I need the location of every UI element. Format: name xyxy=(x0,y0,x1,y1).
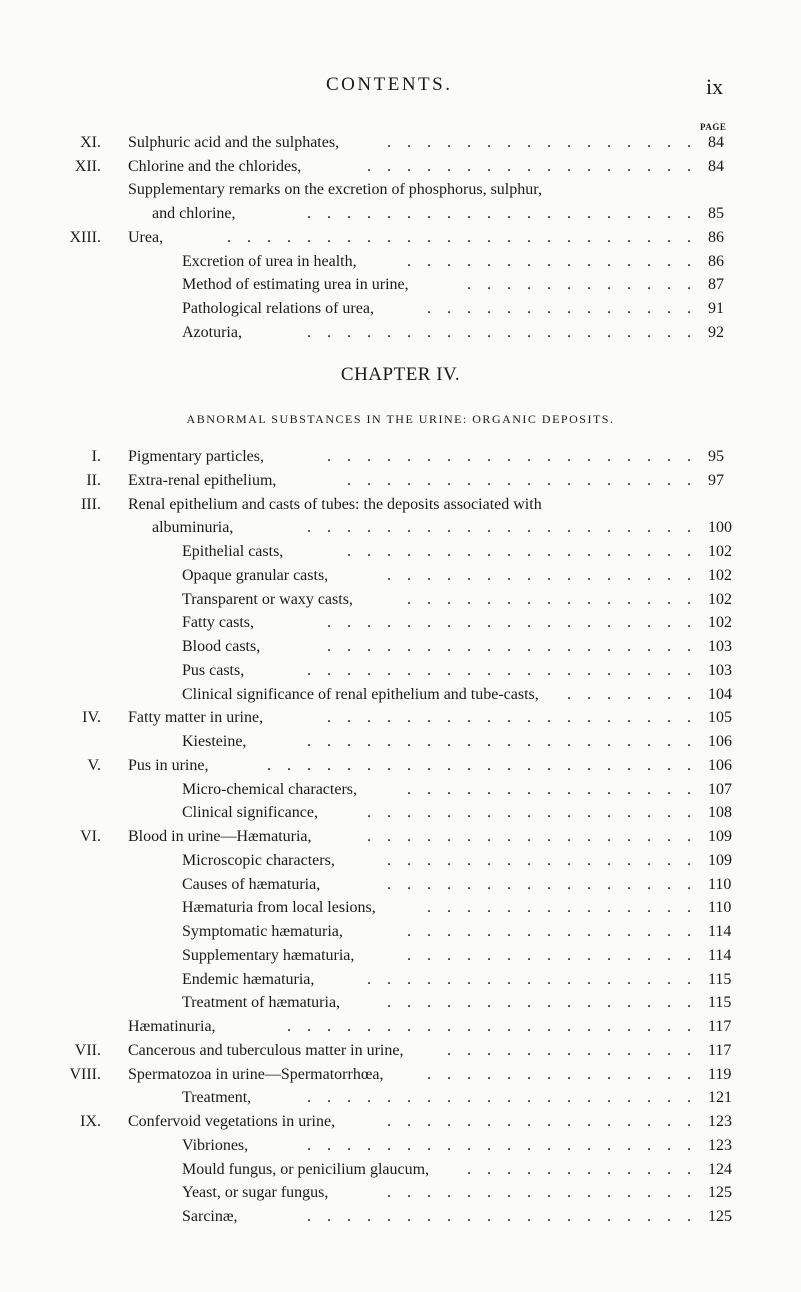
toc-entry-page: 121 xyxy=(708,1089,732,1107)
toc-entry-page: 124 xyxy=(708,1160,732,1178)
dot-leaders: . . . . . . . . . . . . . . . . . . . xyxy=(319,709,699,727)
toc-entry xyxy=(0,298,801,320)
toc-entry xyxy=(0,707,801,729)
toc-entry xyxy=(0,945,801,967)
dot-leaders: . . . . . . . . . . . . . . . . . . . xyxy=(319,614,699,632)
dot-leaders: . . . . . . . . . . . . . . xyxy=(419,899,699,917)
toc-entry xyxy=(0,470,801,492)
toc-entry-title: Opaque granular casts, xyxy=(182,566,329,584)
dot-leaders: . . . . . . . . . . . . . . . . . . . . . xyxy=(279,1018,699,1035)
dot-leaders: . . . . . . . . . . . . . . . . . . . . xyxy=(299,1136,699,1154)
toc-entry xyxy=(0,660,801,682)
dot-leaders: . . . . . . . . . . . . . . xyxy=(419,1065,699,1083)
dot-leaders: . . . . . . . . . . . . . . . . . xyxy=(359,804,699,822)
dot-leaders: . . . . . . . . . . . . . . xyxy=(419,299,699,317)
toc-entry-page: 95 xyxy=(708,448,724,465)
toc-entry xyxy=(0,1064,801,1086)
dot-leaders: . . . . . . . . . . . . . . . xyxy=(399,946,699,964)
toc-entry xyxy=(0,274,801,296)
toc-entry-title: Kiesteine, xyxy=(182,733,247,750)
toc-entry xyxy=(0,1016,801,1038)
dot-leaders: . . . . . . . . . . . . xyxy=(459,1160,699,1178)
toc-entry-page: 123 xyxy=(708,1136,732,1154)
toc-entry xyxy=(0,565,801,587)
toc-entry-page: 106 xyxy=(708,733,732,750)
toc-entry-title: Fatty matter in urine, xyxy=(128,709,264,727)
running-head xyxy=(0,74,801,100)
dot-leaders: . . . . . . . . . . . . . . . . . . . . xyxy=(299,323,699,341)
toc-entry-page: 91 xyxy=(708,299,724,317)
toc-entry-title: Confervoid vegetations in urine, xyxy=(128,1113,336,1130)
toc-entry-page: 86 xyxy=(708,228,724,246)
toc-entry-title: Pus casts, xyxy=(182,661,245,679)
toc-entry-page: 114 xyxy=(708,923,732,940)
toc-entry xyxy=(0,494,801,516)
toc-entry-title: Clinical significance of renal epithelium and tube-casts, xyxy=(182,685,539,703)
toc-entry xyxy=(0,156,801,178)
toc-entry-title: Vibriones, xyxy=(182,1136,249,1154)
toc-entry-page: 109 xyxy=(708,851,732,869)
toc-entry-title: Method of estimating urea in urine, xyxy=(182,276,409,294)
dot-leaders: . . . . . . . . . . . . xyxy=(459,276,699,294)
dot-leaders: . . . . . . . . . . . . . . . . . . . . xyxy=(299,1089,699,1107)
toc-entry xyxy=(0,446,801,468)
dot-leaders: . . . . . . . . . . . . . . . . . xyxy=(359,970,699,988)
dot-leaders: . . . . . . . . . . . . . . . . . . . xyxy=(319,448,699,465)
toc-entry-title: Hæmatinuria, xyxy=(128,1018,216,1035)
toc-entry-number: XIII. xyxy=(69,228,101,246)
dot-leaders: . . . . . . . . . . . . . . . xyxy=(399,590,699,608)
toc-entry xyxy=(0,992,801,1014)
running-head-page-number: ix xyxy=(706,74,724,99)
toc-entry xyxy=(0,921,801,943)
toc-entry-title: Urea, xyxy=(128,228,164,246)
dot-leaders: . . . . . . . . . . . . . . . . . xyxy=(359,828,699,845)
toc-entry xyxy=(0,227,801,249)
toc-entry-title: Blood casts, xyxy=(182,638,261,655)
toc-entry-page: 125 xyxy=(708,1208,732,1225)
toc-entry-page: 86 xyxy=(708,252,724,270)
toc-entry-page: 107 xyxy=(708,780,732,798)
toc-entry xyxy=(0,826,801,848)
toc-entry xyxy=(0,541,801,563)
dot-leaders: . . . . . . . xyxy=(559,685,699,703)
toc-entry-page: 115 xyxy=(708,994,732,1012)
toc-entry-page: 119 xyxy=(708,1065,732,1083)
toc-entry xyxy=(0,1111,801,1133)
toc-entry-page: 105 xyxy=(708,709,732,727)
running-head-title: CONTENTS. xyxy=(326,74,453,95)
toc-entry xyxy=(0,1087,801,1109)
chapter-subtitle: ABNORMAL SUBSTANCES IN THE URINE: ORGANIC DEPOSITS. xyxy=(186,412,615,426)
toc-entry-number: XI. xyxy=(80,134,101,151)
toc-entry-title: Pathological relations of urea, xyxy=(182,299,374,317)
toc-entry xyxy=(0,969,801,991)
toc-entry-title: Micro-chemical characters, xyxy=(182,780,358,798)
toc-entry-title: Clinical significance, xyxy=(182,804,318,822)
toc-entry-page: 102 xyxy=(708,614,732,632)
toc-entry-page: 103 xyxy=(708,638,732,655)
toc-entry-title: Excretion of urea in health, xyxy=(182,252,357,270)
toc-entry xyxy=(0,251,801,273)
dot-leaders: . . . . . . . . . . . . . . . . xyxy=(379,1184,699,1202)
toc-entry-number: III. xyxy=(81,495,101,513)
toc-entry-page: 110 xyxy=(708,875,732,893)
toc-entry-title: Yeast, or sugar fungus, xyxy=(182,1184,329,1202)
toc-entry-number: VI. xyxy=(80,828,101,845)
dot-leaders: . . . . . . . . . . . . . . . . . . . xyxy=(319,638,699,655)
toc-entry xyxy=(0,684,801,706)
dot-leaders: . . . . . . . . . . . . . . . . . . . . xyxy=(299,733,699,750)
toc-entry xyxy=(0,1135,801,1157)
toc-entry-title: Causes of hæmaturia, xyxy=(182,875,321,893)
dot-leaders: . . . . . . . . . . . . . . . . . . . . xyxy=(299,1208,699,1225)
toc-entry xyxy=(0,517,801,539)
toc-entry xyxy=(0,179,801,201)
toc-entry-title: Supplementary remarks on the excretion of phosphorus, sulphur, xyxy=(128,181,542,199)
toc-entry-title: and chlorine, xyxy=(152,205,236,223)
toc-entry xyxy=(0,874,801,896)
dot-leaders: . . . . . . . . . . . . . . . xyxy=(399,252,699,270)
toc-entry-page: 123 xyxy=(708,1113,732,1130)
toc-entry-title: Blood in urine—Hæmaturia, xyxy=(128,828,312,845)
toc-entry-page: 97 xyxy=(708,471,724,489)
toc-entry xyxy=(0,755,801,777)
dot-leaders: . . . . . . . . . . . . . . . . xyxy=(379,994,699,1012)
dot-leaders: . . . . . . . . . . . . . . . xyxy=(399,780,699,798)
toc-entry-page: 114 xyxy=(708,946,732,964)
toc-entry-number: V. xyxy=(87,756,101,774)
toc-entry-page: 102 xyxy=(708,566,732,584)
toc-entry-page: 92 xyxy=(708,323,724,341)
toc-entry-title: Supplementary hæmaturia, xyxy=(182,946,355,964)
dot-leaders: . . . . . . . . . . . . . . . . . . . . xyxy=(299,205,699,223)
toc-entry-page: 100 xyxy=(708,519,732,537)
toc-entry-title: Endemic hæmaturia, xyxy=(182,970,315,988)
page-column-label: PAGE xyxy=(700,122,727,132)
toc-entry xyxy=(0,203,801,225)
toc-entry xyxy=(0,322,801,344)
dot-leaders: . . . . . . . . . . . . . . . . . . . . . . . . xyxy=(219,228,699,246)
toc-entry-title: Chlorine and the chlorides, xyxy=(128,157,302,175)
toc-entry-page: 109 xyxy=(708,828,732,845)
toc-entry-title: Pus in urine, xyxy=(128,756,209,774)
toc-entry-page: 117 xyxy=(708,1041,732,1059)
dot-leaders: . . . . . . . . . . . . . . . . xyxy=(379,875,699,893)
toc-entry-title: Sulphuric acid and the sulphates, xyxy=(128,134,340,151)
toc-entry xyxy=(0,850,801,872)
toc-entry-page: 110 xyxy=(708,899,732,917)
toc-entry-title: Hæmaturia from local lesions, xyxy=(182,899,376,917)
toc-entry-title: Fatty casts, xyxy=(182,614,254,632)
toc-entry-title: Azoturia, xyxy=(182,323,242,341)
toc-entry-page: 102 xyxy=(708,590,732,608)
toc-entry xyxy=(0,132,801,154)
toc-entry-number: I. xyxy=(91,448,101,465)
toc-entry xyxy=(0,731,801,753)
toc-entry-page: 104 xyxy=(708,685,732,703)
toc-entry-number: VIII. xyxy=(69,1065,101,1083)
toc-entry-number: IV. xyxy=(82,709,101,727)
dot-leaders: . . . . . . . . . . . . . . . . . xyxy=(359,157,699,175)
toc-entry-title: Mould fungus, or penicilium glaucum, xyxy=(182,1160,430,1178)
dot-leaders: . . . . . . . . . . . . . . . . xyxy=(379,1113,699,1130)
toc-entry xyxy=(0,636,801,658)
toc-entry xyxy=(0,589,801,611)
toc-entry xyxy=(0,612,801,634)
toc-entry-title: albuminuria, xyxy=(152,519,234,537)
toc-entry-title: Epithelial casts, xyxy=(182,543,284,560)
toc-entry xyxy=(0,1206,801,1228)
dot-leaders: . . . . . . . . . . . . . . . . . . . . xyxy=(299,661,699,679)
toc-entry-number: VII. xyxy=(74,1041,101,1059)
toc-entry xyxy=(0,897,801,919)
toc-entry-page: 85 xyxy=(708,205,724,223)
toc-entry-page: 115 xyxy=(708,970,732,988)
toc-entry-page: 108 xyxy=(708,804,732,822)
toc-entry-title: Extra-renal epithelium, xyxy=(128,471,277,489)
toc-entry-page: 87 xyxy=(708,276,724,294)
dot-leaders: . . . . . . . . . . . . . . . . . . xyxy=(339,471,699,489)
dot-leaders: . . . . . . . . . . . . . . . . xyxy=(379,566,699,584)
toc-entry-title: Symptomatic hæmaturia, xyxy=(182,923,343,940)
toc-entry-title: Pigmentary particles, xyxy=(128,448,264,465)
toc-entry-title: Spermatozoa in urine—Spermatorrhœa, xyxy=(128,1065,384,1083)
toc-entry xyxy=(0,802,801,824)
toc-entry xyxy=(0,779,801,801)
dot-leaders: . . . . . . . . . . . . . . . . xyxy=(379,134,699,151)
toc-entry xyxy=(0,1040,801,1062)
toc-entry-title: Transparent or waxy casts, xyxy=(182,590,353,608)
toc-entry-page: 117 xyxy=(708,1018,732,1035)
dot-leaders: . . . . . . . . . . . . . xyxy=(439,1041,699,1059)
chapter-heading: CHAPTER IV. xyxy=(340,364,461,385)
toc-entry-number: XII. xyxy=(74,157,101,175)
toc-entry-title: Renal epithelium and casts of tubes: the deposits associated with xyxy=(128,495,542,513)
toc-entry xyxy=(0,1182,801,1204)
dot-leaders: . . . . . . . . . . . . . . . . . . xyxy=(339,543,699,560)
dot-leaders: . . . . . . . . . . . . . . . xyxy=(399,923,699,940)
toc-entry-page: 125 xyxy=(708,1184,732,1202)
toc-entry-title: Treatment, xyxy=(182,1089,252,1107)
toc-entry-page: 103 xyxy=(708,661,732,679)
dot-leaders: . . . . . . . . . . . . . . . . xyxy=(379,851,699,869)
toc-entry-page: 102 xyxy=(708,543,732,560)
toc-entry-title: Cancerous and tuberculous matter in urine, xyxy=(128,1041,404,1059)
toc-entry-page: 84 xyxy=(708,134,724,151)
toc-entry-title: Treatment of hæmaturia, xyxy=(182,994,341,1012)
dot-leaders: . . . . . . . . . . . . . . . . . . . . xyxy=(299,519,699,537)
toc-entry xyxy=(0,1159,801,1181)
toc-entry-title: Microscopic characters, xyxy=(182,851,335,869)
dot-leaders: . . . . . . . . . . . . . . . . . . . . . . xyxy=(259,756,699,774)
toc-entry-number: IX. xyxy=(80,1113,101,1130)
toc-entry-number: II. xyxy=(86,471,101,489)
toc-entry-page: 106 xyxy=(708,756,732,774)
toc-entry-title: Sarcinæ, xyxy=(182,1208,238,1225)
toc-entry-page: 84 xyxy=(708,157,724,175)
